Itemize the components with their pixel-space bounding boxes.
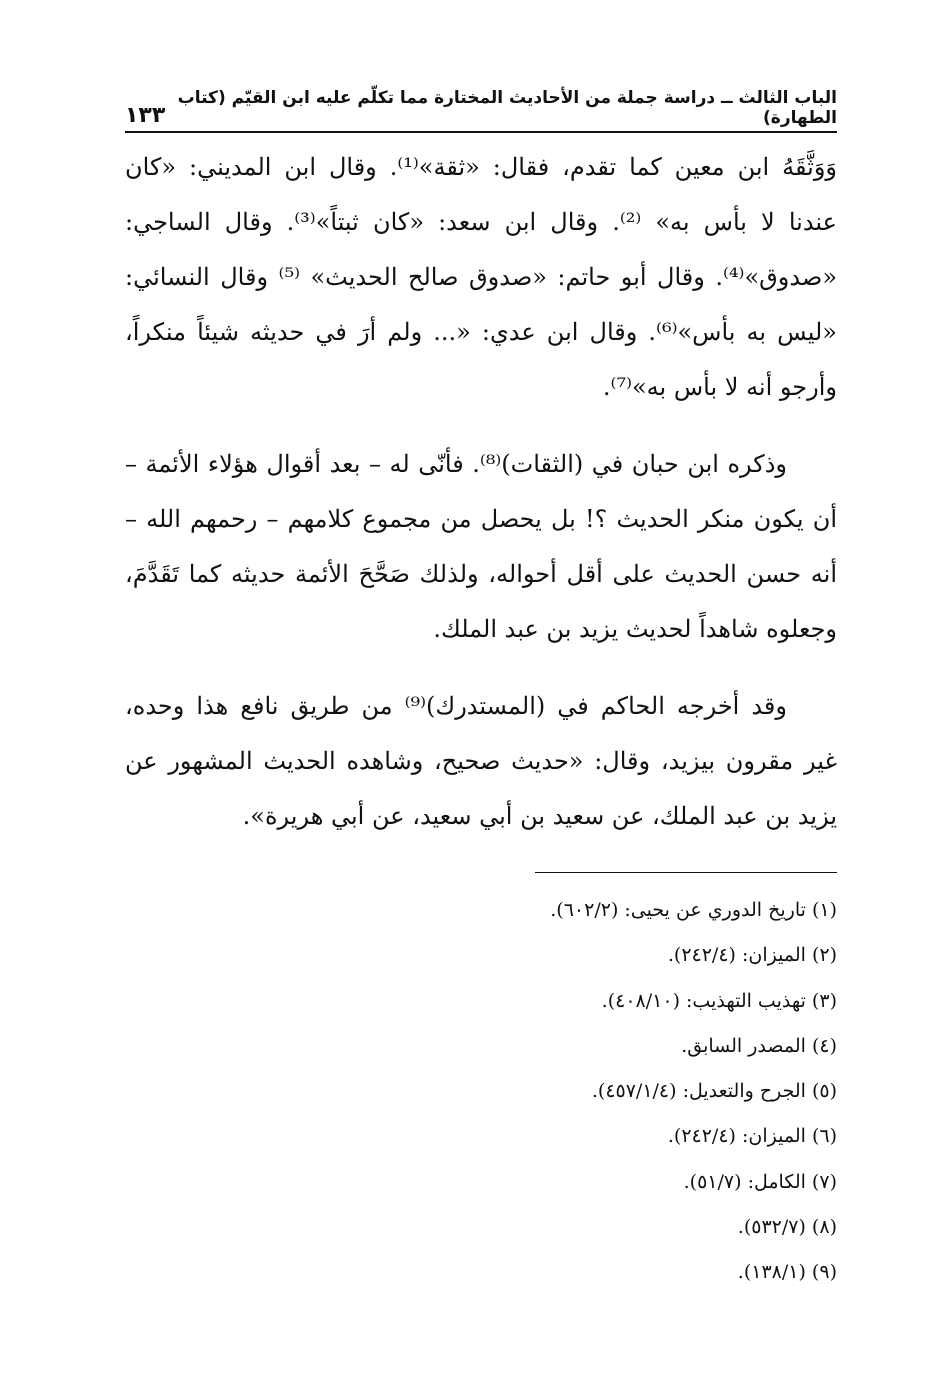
footnote-8: (٨) (٥٣٢/٧).: [737, 1216, 837, 1239]
footnote-separator: [535, 872, 837, 873]
paragraph-ibn-hibban: وذكره ابن حبان في (الثقات)⁽⁸⁾. فأنّى له – بعد أقوال هؤلاء الأئمة – أن يكون منكر الحديث ؟! بل يحصل من مجموع كلامهم – رحمهم الله – أنه حسن الحديث على أقل أحواله، ولذلك صَحَّحَ الأئمة حديثه كما تَقَدَّمَ، وجعلوه شاهداً لحديث يزيد بن عبد الملك.: [125, 450, 837, 643]
paragraph-hakim: وقد أخرجه الحاكم في (المستدرك)⁽⁹⁾ من طريق نافع هذا وحده، غير مقرون بيزيد، وقال: «حديث صحيح، وشاهده الحديث المشهور عن يزيد بن عبد الملك، عن سعيد بن أبي سعيد، عن أبي هريرة».: [125, 692, 837, 830]
header-title: الباب الثالث ــ دراسة جملة من الأحاديث المختارة مما تكلّم عليه ابن القيّم (كتاب الطهارة): [177, 88, 837, 128]
paragraph-narrators: وَوَثَّقَهُ ابن معين كما تقدم، فقال: «ثقة»⁽¹⁾. وقال ابن المديني: «كان عندنا لا بأس به» ⁽²⁾. وقال ابن سعد: «كان ثبتاً»⁽³⁾. وقال الساجي: «صدوق»⁽⁴⁾. وقال أبو حاتم: «صدوق صالح الحديث» ⁽⁵⁾ وقال النسائي: «ليس به بأس»⁽⁶⁾. وقال ابن عدي: «... ولم أرَ في حديثه شيئاً منكراً، وأرجو أنه لا بأس به»⁽⁷⁾.: [125, 153, 837, 401]
footnote-4: (٤) المصدر السابق.: [681, 1034, 837, 1057]
header-rule: [125, 131, 837, 133]
footnote-3: (٣) تهذيب التهذيب: (٤٠٨/١٠).: [601, 989, 837, 1012]
footnote-2: (٢) الميزان: (٢٤٢/٤).: [667, 944, 837, 967]
footnotes: [125, 888, 837, 1296]
page-number: ١٣٣: [125, 103, 166, 128]
footnote-6: (٦) الميزان: (٢٤٢/٤).: [667, 1125, 837, 1148]
footnote-5: (٥) الجرح والتعديل: (٤٥٧/١/٤).: [591, 1080, 837, 1103]
main-text: [125, 140, 837, 866]
running-header: [125, 88, 837, 132]
footnote-1: (١) تاريخ الدوري عن يحيى: (٦٠٢/٢).: [550, 899, 837, 921]
footnote-7: (٧) الكامل: (٥١/٧).: [683, 1170, 837, 1193]
footnote-9: (٩) (١٣٨/١).: [737, 1261, 837, 1284]
